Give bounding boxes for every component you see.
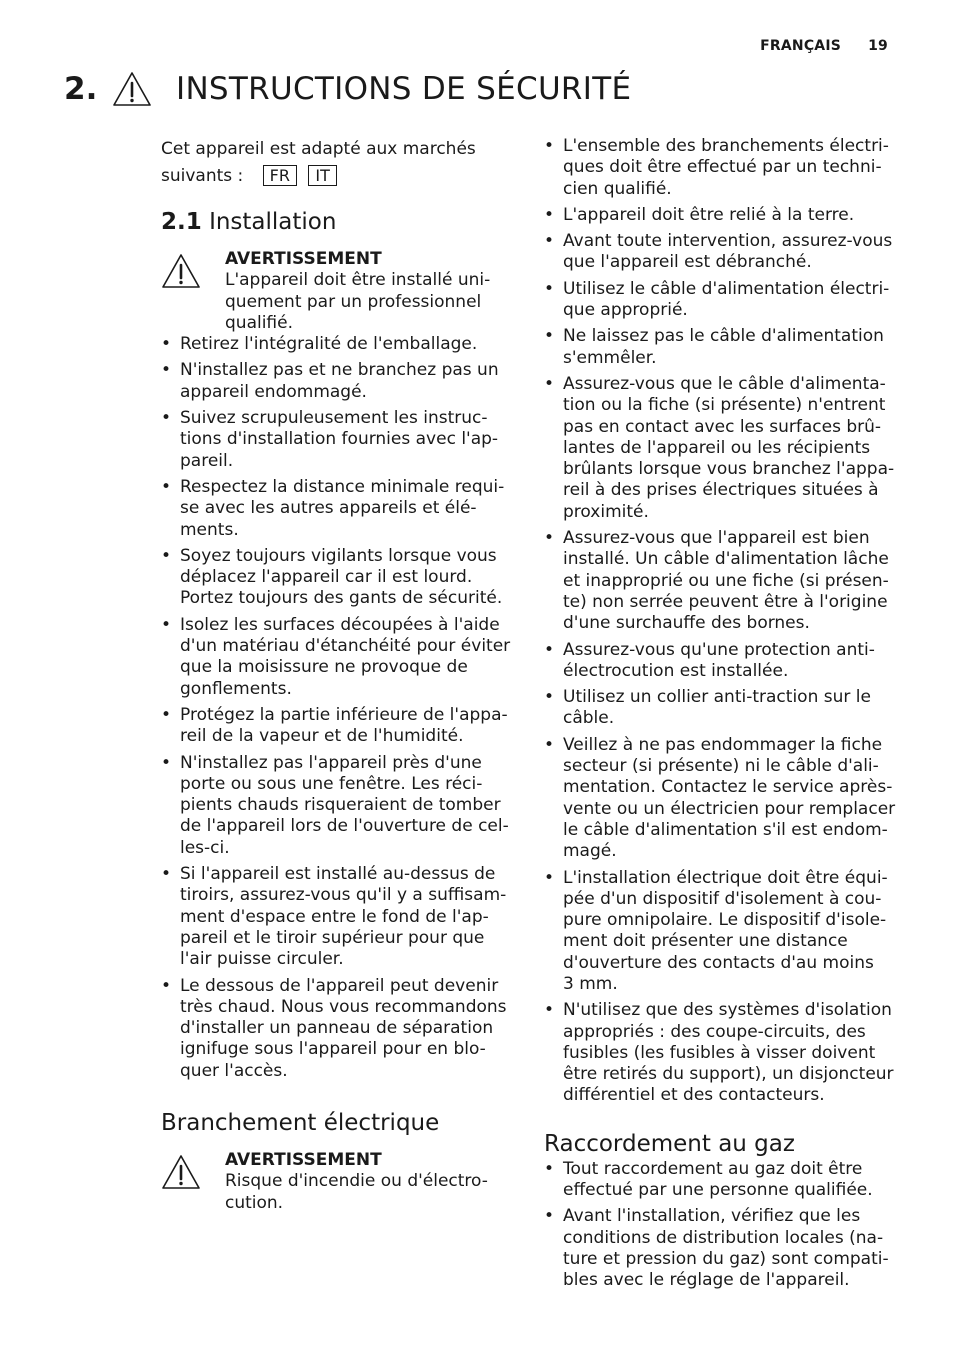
- installation-list: [161, 334, 516, 1082]
- intro-line-1: Cet appareil est adapté aux marchés: [161, 139, 476, 159]
- list-item-line: que l'appareil est débranché.: [563, 252, 812, 273]
- list-item-line: pée d'un dispositif d'isolement à cou-: [563, 888, 882, 909]
- list-item: [161, 408, 516, 472]
- list-item-line: proximité.: [563, 501, 649, 522]
- list-item-line: ment doit présenter une distance: [563, 931, 848, 952]
- list-item-line: Soyez toujours vigilants lorsque vous: [180, 545, 497, 566]
- page-header: [760, 38, 888, 54]
- left-column: [161, 136, 516, 1214]
- list-item: [544, 279, 900, 322]
- list-item-line: lantes de l'appareil ou les récipients: [563, 437, 871, 458]
- list-item-line: bles avec le réglage de l'appareil.: [563, 1270, 850, 1291]
- list-item-line: L'installation électrique doit être équi-: [563, 867, 888, 888]
- list-item-line: Assurez-vous que l'appareil est bien: [563, 528, 870, 549]
- list-item-line: secteur (si présente) ni le câble d'ali-: [563, 756, 879, 777]
- list-item-line: câble.: [563, 708, 615, 729]
- section-title: Installation: [209, 209, 337, 235]
- list-item-line: ques doit être effectué par un techni-: [563, 157, 882, 178]
- list-item-line: ignifuge sous l'appareil pour en blo-: [180, 1039, 486, 1060]
- list-item-line: L'ensemble des branchements électri-: [563, 136, 889, 156]
- list-item-line: déplacez l'appareil car il est lourd.: [180, 567, 473, 588]
- list-item-line: Utilisez un collier anti-traction sur le: [563, 687, 871, 708]
- branchement-list: [544, 136, 900, 1107]
- warning-line: cution.: [225, 1192, 284, 1213]
- list-item: [161, 360, 516, 403]
- list-item: [544, 205, 900, 226]
- list-item: [544, 687, 900, 730]
- chapter-title: INSTRUCTIONS DE SÉCURITÉ: [176, 71, 632, 107]
- intro-line-2: suivants :: [161, 166, 244, 186]
- list-item: [161, 976, 516, 1082]
- list-item-line: gonflements.: [180, 678, 292, 699]
- list-item-line: mentation. Contactez le service après-: [563, 777, 893, 798]
- list-item-line: Assurez-vous que le câble d'alimenta-: [563, 373, 886, 394]
- list-item-line: Protégez la partie inférieure de l'appa-: [180, 704, 508, 725]
- warning-line: qualifié.: [225, 312, 293, 333]
- list-item-line: Veillez à ne pas endommager la fiche: [563, 734, 883, 755]
- list-item-line: les-ci.: [180, 837, 230, 858]
- list-item: [544, 1206, 900, 1291]
- section-heading-branchement: Branchement électrique: [161, 1109, 440, 1136]
- right-column: [544, 136, 900, 1297]
- list-item-line: se avec les autres appareils et élé-: [180, 498, 477, 519]
- warning-text: [225, 1150, 488, 1214]
- list-item: [161, 615, 516, 700]
- list-item-line: N'installez pas et ne branchez pas un: [180, 360, 499, 381]
- list-item: [161, 334, 516, 355]
- list-item-line: Retirez l'intégralité de l'emballage.: [180, 334, 478, 355]
- list-item-line: pients chauds risqueraient de tomber: [180, 795, 501, 816]
- installation-warning: [161, 249, 516, 334]
- list-item: [544, 528, 900, 634]
- list-item-line: ture et pression du gaz) sont compati-: [563, 1248, 889, 1269]
- list-item-line: Utilisez le câble d'alimentation électri-: [563, 278, 890, 299]
- page-number: 19: [868, 38, 888, 54]
- list-item-line: différentiel et des contacteurs.: [563, 1085, 825, 1106]
- list-item-line: reil de la vapeur et de l'humidité.: [180, 726, 464, 747]
- list-item: [544, 1159, 900, 1202]
- list-item: [161, 705, 516, 748]
- list-item: [544, 735, 900, 863]
- list-item-line: porte ou sous une fenêtre. Les réci-: [180, 773, 483, 794]
- warning-line: L'appareil doit être installé uni-: [225, 270, 491, 291]
- warning-title: AVERTISSEMENT: [225, 1149, 382, 1170]
- market-tag-it: IT: [308, 165, 337, 186]
- list-item-line: très chaud. Nous vous recommandons: [180, 996, 507, 1017]
- list-item-line: le câble d'alimentation s'il est endom-: [563, 819, 888, 840]
- list-item-line: et inapproprié ou une fiche (si présen-: [563, 570, 889, 591]
- list-item-line: pure omnipolaire. Le dispositif d'isole-: [563, 910, 887, 931]
- list-item: [544, 326, 900, 369]
- market-tag-fr: FR: [263, 165, 297, 186]
- list-item: [161, 477, 516, 541]
- list-item-line: ment d'espace entre le fond de l'ap-: [180, 906, 489, 927]
- list-item-line: conditions de distribution locales (na-: [563, 1227, 884, 1248]
- list-item-line: pas en contact avec les surfaces brû-: [563, 416, 882, 437]
- list-item-line: d'une surchauffe des bornes.: [563, 613, 810, 634]
- warning-text: [225, 249, 490, 334]
- list-item-line: Avant toute intervention, assurez-vous: [563, 231, 893, 252]
- list-item-line: L'appareil doit être relié à la terre.: [563, 204, 855, 225]
- branchement-warning: [161, 1150, 516, 1214]
- list-item-line: tions d'installation fournies avec l'ap-: [180, 429, 499, 450]
- list-item-line: Si l'appareil est installé au-dessus de: [180, 864, 496, 885]
- list-item-line: pareil.: [180, 450, 234, 471]
- list-item-line: l'air puisse circuler.: [180, 949, 344, 970]
- warning-triangle-icon: [161, 253, 201, 289]
- gaz-list: [544, 1159, 900, 1292]
- list-item: [544, 136, 900, 200]
- list-item-line: ments.: [180, 519, 239, 540]
- list-item: [161, 753, 516, 859]
- language-label: FRANÇAIS: [760, 38, 842, 54]
- list-item-line: électrocution est installée.: [563, 660, 789, 681]
- section-heading-gaz: Raccordement au gaz: [544, 1130, 795, 1157]
- list-item-line: brûlants lorsque vous branchez l'appa-: [563, 459, 895, 480]
- warning-line: quement par un professionnel: [225, 291, 482, 312]
- list-item-line: Portez toujours des gants de sécurité.: [180, 588, 503, 609]
- list-item-line: tion ou la fiche (si présente) n'entrent: [563, 395, 886, 416]
- section-heading-installation: [161, 207, 516, 237]
- list-item: [544, 374, 900, 523]
- intro-paragraph: [161, 136, 516, 190]
- list-item: [161, 546, 516, 610]
- list-item-line: magé.: [563, 841, 617, 862]
- list-item-line: 3 mm.: [563, 973, 618, 994]
- warning-title: AVERTISSEMENT: [225, 249, 382, 269]
- list-item-line: s'emmêler.: [563, 347, 657, 368]
- list-item-line: Ne laissez pas le câble d'alimentation: [563, 326, 884, 347]
- list-item-line: reil à des prises électriques situées à: [563, 480, 879, 501]
- list-item-line: Avant l'installation, vérifiez que les: [563, 1206, 861, 1227]
- list-item: [544, 868, 900, 996]
- list-item-line: vente ou un électricien pour remplacer: [563, 798, 896, 819]
- page-title: [64, 64, 904, 114]
- list-item-line: Le dessous de l'appareil peut devenir: [180, 975, 499, 996]
- list-item-line: d'un matériau d'étanchéité pour éviter: [180, 636, 511, 657]
- list-item-line: N'utilisez que des systèmes d'isolation: [563, 1000, 892, 1021]
- list-item: [544, 1000, 900, 1106]
- list-item-line: appropriés : des coupe-circuits, des: [563, 1021, 866, 1042]
- list-item-line: appareil endommagé.: [180, 381, 367, 402]
- list-item-line: de l'appareil lors de l'ouverture de cel-: [180, 816, 509, 837]
- list-item-line: Tout raccordement au gaz doit être: [563, 1158, 863, 1179]
- list-item-line: que la moisissure ne provoque de: [180, 657, 468, 678]
- list-item-line: pareil et le tiroir supérieur pour que: [180, 927, 485, 948]
- list-item-line: que approprié.: [563, 300, 688, 321]
- list-item-line: fusibles (les fusibles à visser doivent: [563, 1042, 876, 1063]
- list-item-line: installé. Un câble d'alimentation lâche: [563, 549, 889, 570]
- section-number: 2.1: [161, 209, 202, 235]
- list-item-line: te) non serrée peuvent être à l'origine: [563, 591, 888, 612]
- list-item-line: Assurez-vous qu'une protection anti-: [563, 639, 875, 660]
- list-item-line: Respectez la distance minimale requi-: [180, 476, 505, 497]
- list-item: [544, 640, 900, 683]
- list-item-line: d'installer un panneau de séparation: [180, 1018, 494, 1039]
- warning-line: Risque d'incendie ou d'électro-: [225, 1171, 488, 1192]
- chapter-number: 2.: [64, 71, 98, 107]
- list-item-line: Isolez les surfaces découpées à l'aide: [180, 614, 500, 635]
- list-item-line: N'installez pas l'appareil près d'une: [180, 752, 482, 773]
- warning-triangle-icon: [161, 1154, 201, 1190]
- warning-triangle-icon: [112, 71, 152, 107]
- list-item-line: quer l'accès.: [180, 1060, 288, 1081]
- list-item-line: Suivez scrupuleusement les instruc-: [180, 408, 488, 429]
- list-item: [161, 864, 516, 970]
- list-item: [544, 231, 900, 274]
- list-item-line: effectué par une personne qualifiée.: [563, 1180, 873, 1201]
- list-item-line: d'ouverture des contacts d'au moins: [563, 952, 874, 973]
- list-item-line: être retirés du support), un disjoncteur: [563, 1064, 894, 1085]
- list-item-line: cien qualifié.: [563, 178, 672, 199]
- list-item-line: tiroirs, assurez-vous qu'il y a suffisam-: [180, 885, 507, 906]
